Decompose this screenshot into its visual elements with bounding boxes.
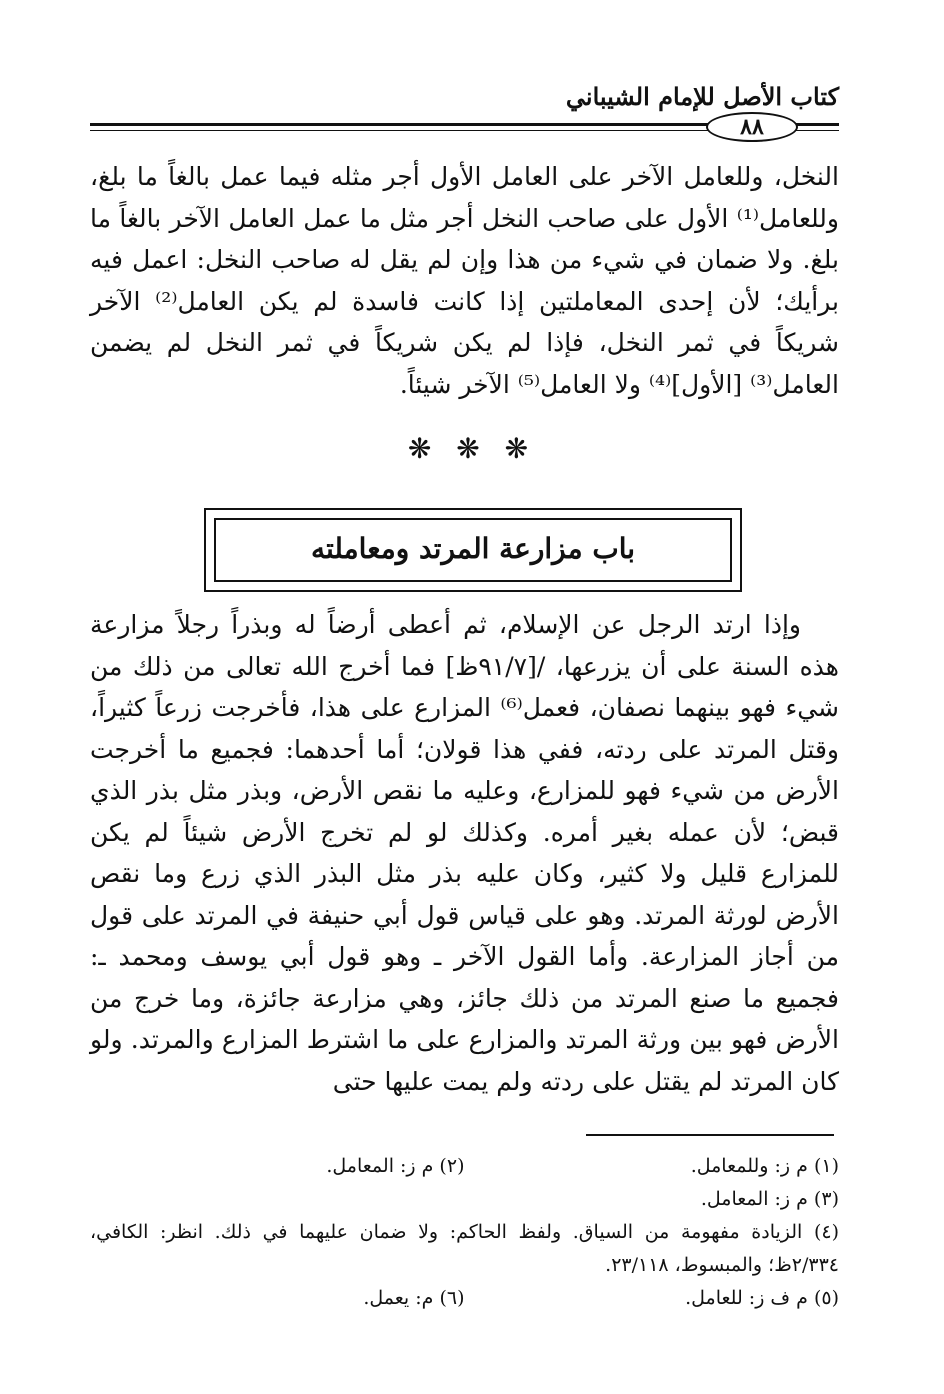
chapter-heading-frame bbox=[204, 508, 742, 592]
footnote-row bbox=[90, 1183, 839, 1216]
footnote-4: (٤) الزيادة مفهومة من السياق. ولفظ الحاكم: ولا ضمان عليهما في ذلك. انظر: الكافي، ٢/٣٣٤ظ؛ والمبسوط، ٢٣/١١٨. bbox=[90, 1221, 839, 1276]
chapter-heading: باب مزارعة المرتد ومعاملته bbox=[310, 532, 636, 565]
footnote-1: (١) م ز: وللمعامل. bbox=[690, 1155, 839, 1177]
page-number: ٨٨ bbox=[706, 112, 798, 142]
running-title: كتاب الأصل للإمام الشيباني bbox=[565, 82, 839, 111]
page-header bbox=[0, 0, 944, 150]
footnote-5: (٥) م ف ز: للعامل. bbox=[685, 1287, 839, 1309]
footnote-2: (٢) م ز: المعامل. bbox=[326, 1155, 465, 1177]
paragraph-1: النخل، وللعامل الآخر على العامل الأول أجر مثله فيما عمل بالغاً ما بلغ، وللعامل⁽¹⁾ الأول على صاحب النخل أجر مثل ما عمل العامل الآخر بالغاً ما بلغ. ولا ضمان في شيء من هذا وإن لم يقل له صاحب النخل: اعمل فيه برأيك؛ لأن إحدى المعاملتين إذا كانت فاسدة لم يكن العامل⁽²⁾ الآخر شريكاً في ثمر النخل، فإذا لم يكن شريكاً في ثمر النخل لم يضمن العامل⁽³⁾ [الأول]⁽⁴⁾ ولا العامل⁽⁵⁾ الآخر شيئاً. bbox=[90, 162, 839, 399]
footnotes bbox=[90, 1150, 839, 1315]
footnote-6: (٦) م: يعمل. bbox=[363, 1287, 465, 1309]
paragraph-2: وإذا ارتد الرجل عن الإسلام، ثم أعطى أرضاً له وبذراً رجلاً مزارعة هذه السنة على أن يزرعها، /[٩١/٧ظ] فما أخرج الله تعالى من ذلك من شيء فهو بينهما نصفان، فعمل⁽⁶⁾ المزارع على هذا، فأخرجت زرعاً كثيراً، وقتل المرتد على ردته، ففي هذا قولان؛ أما أحدهما: فجميع ما أخرجت الأرض من شيء فهو للمزارع، وعليه ما نقص الأرض، وبذر مثل بذر الذي قبض؛ لأن عمله بغير أمره. وكذلك لو لم تخرج الأرض شيئاً لم يكن للمزارع قليل ولا كثير، وكان عليه بذر مثل البذر الذي زرع وما نقص الأرض لورثة المرتد. وهو على قياس قول أبي حنيفة في المرتد على قول من أجاز المزارعة. وأما القول الآخر ـ وهو قول أبي يوسف ومحمد ـ: فجميع ما صنع المرتد من ذلك جائز، وهي مزارعة جائزة، وما خرج من الأرض فهو بين ورثة المرتد والمزارع على ما اشترط المزارع والمرتد. ولو كان المرتد لم يقتل على ردته ولم يمت عليها حتى bbox=[90, 610, 839, 1096]
footnote-row bbox=[90, 1282, 839, 1315]
footnote-3: (٣) م ز: المعامل. bbox=[700, 1188, 839, 1210]
footnote-divider bbox=[586, 1134, 834, 1136]
section-separator: ❋ ❋ ❋ bbox=[407, 432, 537, 465]
footnote-row bbox=[90, 1150, 839, 1183]
